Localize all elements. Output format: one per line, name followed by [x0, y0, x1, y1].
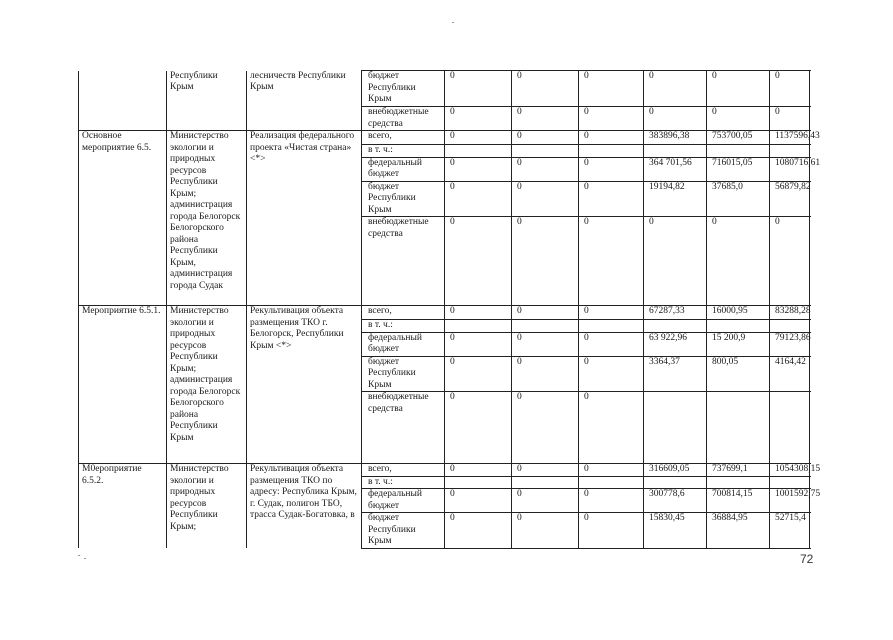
amount-cell: 0 — [644, 71, 707, 107]
amount-cell — [512, 320, 579, 333]
responsible-executor-cell: Министерство экологии и природных ресурсов Республики Крым; администрация города Белогорск Белогорского района Республики Крым — [167, 306, 247, 464]
amount-cell: 0 — [445, 513, 512, 549]
amount-cell: 0 — [512, 181, 579, 217]
amount-cell: 0 — [644, 217, 707, 306]
activity-name-cell: Мероприятие 6.5.1. — [79, 306, 167, 464]
amount-cell — [579, 145, 644, 158]
amount-cell: 737699,1 — [707, 464, 770, 477]
amount-cell — [512, 145, 579, 158]
amount-cell: 0 — [445, 489, 512, 513]
amount-cell: 0 — [445, 131, 512, 145]
funding-source-cell: внебюджетные средства — [362, 392, 445, 464]
amount-cell: 0 — [579, 464, 644, 477]
amount-cell: 0 — [707, 217, 770, 306]
amount-cell: 0 — [579, 332, 644, 356]
table-row — [79, 131, 810, 145]
funding-source-cell: всего, — [362, 464, 445, 477]
amount-cell — [770, 320, 810, 333]
amount-cell: 0 — [512, 356, 579, 392]
scan-mark — [452, 22, 454, 23]
amount-cell: 0 — [512, 131, 579, 145]
amount-cell: 700814,15 — [707, 489, 770, 513]
amount-cell: 0 — [445, 332, 512, 356]
amount-cell: 0 — [579, 131, 644, 145]
amount-cell — [579, 320, 644, 333]
amount-cell — [707, 320, 770, 333]
amount-cell: 0 — [512, 306, 579, 320]
amount-cell: 0 — [579, 107, 644, 131]
amount-cell — [770, 392, 810, 464]
amount-cell — [579, 476, 644, 489]
amount-cell: 753700,05 — [707, 131, 770, 145]
funding-source-cell: федеральный бюджет — [362, 332, 445, 356]
amount-cell: 3364,37 — [644, 356, 707, 392]
funding-source-cell: бюджет Республики Крым — [362, 71, 445, 107]
funding-source-cell: внебюджетные средства — [362, 217, 445, 306]
amount-cell — [445, 476, 512, 489]
amount-cell: 19194,82 — [644, 181, 707, 217]
amount-cell: 0 — [445, 107, 512, 131]
amount-cell: 0 — [445, 157, 512, 181]
amount-cell: 0 — [445, 464, 512, 477]
amount-cell: 0 — [579, 356, 644, 392]
amount-cell: 36884,95 — [707, 513, 770, 549]
amount-cell: 16000,95 — [707, 306, 770, 320]
amount-cell: 79123,86 — [770, 332, 810, 356]
amount-cell: 0 — [512, 332, 579, 356]
amount-cell: 1054308,15 — [770, 464, 810, 477]
amount-cell: 0 — [512, 464, 579, 477]
amount-cell: 0 — [512, 392, 579, 464]
amount-cell: 316609,05 — [644, 464, 707, 477]
amount-cell — [770, 476, 810, 489]
activity-name-cell: М0ероприятие 6.5.2. — [79, 464, 167, 549]
funding-source-cell: бюджет Республики Крым — [362, 181, 445, 217]
amount-cell: 15830,45 — [644, 513, 707, 549]
funding-source-cell: в т. ч.: — [362, 476, 445, 489]
amount-cell: 0 — [512, 513, 579, 549]
amount-cell — [644, 320, 707, 333]
activity-description-cell: Рекультивация объекта размещения ТКО по адресу: Республика Крым, г. Судак, полигон ТБО, трасса Судак-Богатовка, в — [247, 464, 362, 549]
amount-cell: 716015,05 — [707, 157, 770, 181]
amount-cell: 0 — [512, 489, 579, 513]
funding-source-cell: в т. ч.: — [362, 320, 445, 333]
amount-cell — [445, 320, 512, 333]
activity-name-cell: Основное мероприятие 6.5. — [79, 131, 167, 306]
table-row — [79, 306, 810, 320]
activity-description-cell: Реализация федерального проекта «Чистая страна» <*> — [247, 131, 362, 306]
amount-cell: 37685,0 — [707, 181, 770, 217]
activity-description-cell: лесничеств Республики Крым — [247, 71, 362, 131]
amount-cell — [445, 145, 512, 158]
amount-cell: 0 — [579, 306, 644, 320]
funding-source-cell: бюджет Республики Крым — [362, 356, 445, 392]
amount-cell: 15 200,9 — [707, 332, 770, 356]
amount-cell: 0 — [644, 107, 707, 131]
activity-description-cell: Рекультивация объекта размещения ТКО г. Белогорск, Республики Крым <*> — [247, 306, 362, 464]
amount-cell — [512, 476, 579, 489]
amount-cell: 0 — [579, 489, 644, 513]
amount-cell — [707, 145, 770, 158]
amount-cell: 56879,82 — [770, 181, 810, 217]
amount-cell: 0 — [445, 181, 512, 217]
amount-cell: 0 — [579, 217, 644, 306]
funding-source-cell: бюджет Республики Крым — [362, 513, 445, 549]
amount-cell: 0 — [445, 306, 512, 320]
scan-mark — [78, 555, 80, 556]
amount-cell: 0 — [579, 513, 644, 549]
funding-source-cell: федеральный бюджет — [362, 157, 445, 181]
amount-cell: 0 — [770, 71, 810, 107]
amount-cell: 0 — [579, 181, 644, 217]
amount-cell: 1080716,61 — [770, 157, 810, 181]
budget-table — [78, 70, 821, 549]
table-row — [79, 464, 810, 477]
amount-cell: 364 701,56 — [644, 157, 707, 181]
amount-cell: 0 — [445, 71, 512, 107]
amount-cell: 300778,6 — [644, 489, 707, 513]
amount-cell: 52715,4 — [770, 513, 810, 549]
amount-cell: 0 — [445, 217, 512, 306]
responsible-executor-cell: Министерство экологии и природных ресурсов Республики Крым; администрация города Белогорск Белогорского района Республики Крым, администрация города Судак — [167, 131, 247, 306]
amount-cell: 0 — [512, 157, 579, 181]
funding-source-cell: внебюджетные средства — [362, 107, 445, 131]
amount-cell: 67287,33 — [644, 306, 707, 320]
amount-cell: 1001592,75 — [770, 489, 810, 513]
page-number: 72 — [800, 552, 814, 566]
amount-cell: 800,05 — [707, 356, 770, 392]
amount-cell — [707, 392, 770, 464]
amount-cell: 0 — [707, 71, 770, 107]
amount-cell — [644, 392, 707, 464]
amount-cell — [644, 145, 707, 158]
funding-source-cell: в т. ч.: — [362, 145, 445, 158]
amount-cell: 383896,38 — [644, 131, 707, 145]
amount-cell — [644, 476, 707, 489]
funding-source-cell: всего, — [362, 306, 445, 320]
responsible-executor-cell: Министерство экологии и природных ресурсов Республики Крым; — [167, 464, 247, 549]
amount-cell: 0 — [579, 392, 644, 464]
amount-cell: 0 — [770, 217, 810, 306]
scan-mark — [84, 558, 86, 559]
table-row — [79, 71, 810, 107]
amount-cell: 4164,42 — [770, 356, 810, 392]
amount-cell: 83288,28 — [770, 306, 810, 320]
funding-source-cell: федеральный бюджет — [362, 489, 445, 513]
amount-cell: 0 — [579, 71, 644, 107]
amount-cell: 0 — [445, 356, 512, 392]
amount-cell: 0 — [770, 107, 810, 131]
amount-cell — [707, 476, 770, 489]
amount-cell: 0 — [512, 107, 579, 131]
amount-cell: 0 — [445, 392, 512, 464]
amount-cell: 63 922,96 — [644, 332, 707, 356]
amount-cell: 0 — [512, 71, 579, 107]
amount-cell — [770, 145, 810, 158]
amount-cell: 0 — [512, 217, 579, 306]
responsible-executor-cell: Республики Крым — [167, 71, 247, 131]
amount-cell: 0 — [579, 157, 644, 181]
activity-name-cell — [79, 71, 167, 131]
amount-cell: 0 — [707, 107, 770, 131]
amount-cell: 1137596,43 — [770, 131, 810, 145]
funding-source-cell: всего, — [362, 131, 445, 145]
